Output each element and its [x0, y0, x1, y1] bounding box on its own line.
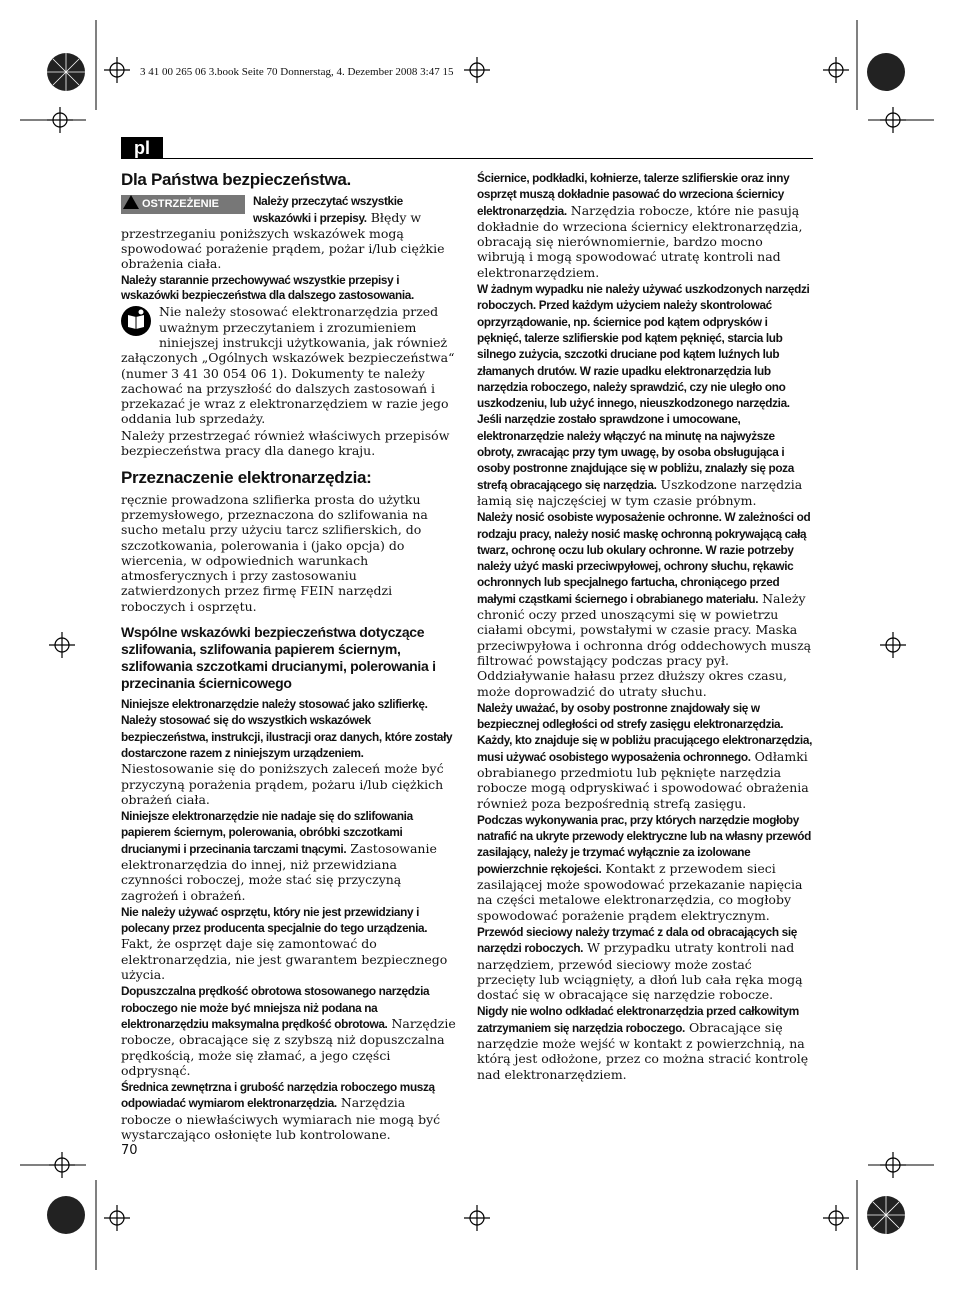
heading-common-safety: Wspólne wskazówki bezpieczeństwa dotyczące szlifowania, szlifowania papierem ściernym, szlifowania szczotkami drucianymi, polerowania i przecinania ściernicowego	[121, 624, 436, 692]
paragraph: Dopuszczalna prędkość obrotowa stosowanego narzędzia roboczego nie może być mniejsza niż podana na elektronarzędziu maksymalna prędkość obrotowa. Narzędzie robocze, obracające się z szybszą niż dopuszczalna prędkością, może się złamać, a jego części odprysnąć.	[121, 984, 456, 1078]
header-rule	[163, 158, 813, 159]
warning-paragraph: OSTRZEŻENIE Należy przeczytać wszystkie wskazówki i przepisy. Błędy w przestrzeganiu poniższych wskazówek mogą spowodować porażenie prądem, pożar i/lub ciężkie obrażenia ciała.	[121, 194, 445, 272]
paragraph: Nie należy stosować elektronarzędzia przed uważnym przeczytaniem i zrozumieniem niniejszej instrukcji użytkowania, jak również załączonych „Ogólnych wskazówek bezpieczeństwa“ (numer 3 41 30 054 06 1). Dokumenty te należy zachować na przyszłość do dalszych zastosowań i przekazać je wraz z elektronarzędziem w razie jego oddania lub sprzedaży.	[121, 304, 455, 427]
paragraph: Podczas wykonywania prac, przy których narzędzie mogłoby natrafić na ukryte przewody elektryczne lub na własny przewód zasilający, należy je trzymać wyłącznie za izolowane powierzchnie rękojeści. Kontakt z przewodem sieci zasilającej może spowodować przekazanie napięcia na części metalowe elektronarzędzia, co mogłoby spowodować porażenie prądem elektrycznym.	[477, 812, 811, 923]
paragraph: W żadnym wypadku nie należy używać uszkodzonych narzędzi roboczych. Przed każdym użyciem należy skontrolować oprzyrządowanie, np. ściernice pod kątem odprysków i pęknięć, talerze szlifierskie pod kątem pęknięć, starcia lub silnego zużycia, szczotki druciane pod kątem luźnych lub złamanych drutów. W razie upadku elektronarzędzia lub narzędzia roboczego, należy sprawdzić, czy nie uległo ono uszkodzeniu, lub użyć innego, nieuszkodzonego narzędzia. Jeśli narzędzie zostało sprawdzone i umocowane, elektronarzędzie należy włączyć na minutę na najwyższe obroty, zwracając przy tym uwagę, by osoba obsługująca i osoby postronne znajdujące się w pobliżu, znalazły się poza strefą obracającego się narzędzia. Uszkodzone narzędzia łamią się najczęściej w tym czasie próbnym.	[477, 282, 810, 508]
paragraph: Należy starannie przechowywać wszystkie przepisy i wskazówki bezpieczeństwa dla dalszego zastosowania.	[121, 272, 414, 303]
language-tab: pl	[121, 137, 163, 159]
read-manual-icon	[121, 306, 151, 336]
paragraph: Należy przestrzegać również właściwych przepisów bezpieczeństwa pracy dla danego kraju.	[121, 427, 450, 459]
page-number: 70	[121, 1143, 138, 1158]
paragraph: Ściernice, podkładki, kołnierze, talerze szlifierskie oraz inny osprzęt muszą dokładnie pasować do wrzeciona ściernicy elektronarzędzia. Narzędzia robocze, które nie pasują dokładnie do wrzeciona ściernicy elektronarzędzia, obracają się nierównomiernie, bardzo mocno wibrują i mogą spowodować utratę kontroli nad elektronarzędziem.	[477, 171, 803, 280]
paragraph: ręcznie prowadzona szlifierka prosta do użytku przemysłowego, przeznaczona do szlifowania na sucho metalu przy użyciu tarcz szlifierskich, do szczotkowania, polerowania i (jako opcja) do wiercenia, w odpowiednich warunkach atmosferycznych i przy zastosowaniu zatwierdzonych przez firmę FEIN narzędzi roboczych i osprzętu.	[121, 491, 428, 614]
heading-intended-use: Przeznaczenie elektronarzędzia:	[121, 468, 372, 488]
paragraph: Nigdy nie wolno odkładać elektronarzędzia przed całkowitym zatrzymaniem się narzędzia roboczego. Obracające się narzędzie może wejść w kontakt z powierzchnią, na którą jest odłożone, przez co można stracić kontrolę nad elektronarzędziem.	[477, 1004, 809, 1082]
right-column	[477, 170, 812, 1083]
left-column	[121, 170, 456, 1143]
paragraph: Przewód sieciowy należy trzymać z dala od obracających się narzędzi roboczych. W przypadku utraty kontroli nad narzędziem, przewód sieciowy może zostać przecięty lub wciągnięty, a dłoń lub cała ręka mogą dostać się w obracające się narzędzie robocze.	[477, 924, 803, 1003]
paragraph: Należy uważać, by osoby postronne znajdowały się w bezpiecznej odległości od strefy zasięgu elektronarzędzia. Każdy, kto znajduje się w pobliżu pracującego elektronarzędzia, musi używać osobistego wyposażenia ochronnego. Odłamki obrabianego przedmiotu lub pęknięte narzędzia robocze mogą odpryskiwać i spowodować obrażenia również poza bezpośrednią strefą zasięgu.	[477, 700, 813, 811]
paragraph: Średnica zewnętrzna i grubość narzędzia roboczego muszą odpowiadać wymiarom elektronarzędzia. Narzędzia robocze o niewłaściwych wymiarach nie mogą być wystarczająco osłonięte lub kontrolowane.	[121, 1080, 441, 1143]
heading-safety: Dla Państwa bezpieczeństwa.	[121, 170, 351, 189]
print-slug: 3 41 00 265 06 3.book Seite 70 Donnerstag, 4. Dezember 2008 3:47 15	[140, 66, 454, 78]
paragraph: Niniejsze elektronarzędzie należy stosować jako szlifierkę. Należy stosować się do wszystkich wskazówek bezpieczeństwa, instrukcji, ilustracji oraz danych, które zostały dostarczone razem z niniejszym urządzeniem. Niestosowanie się do poniższych zaleceń może być przyczyną porażenia prądem, pożaru i/lub ciężkich obrażeń ciała.	[121, 697, 453, 807]
paragraph: Nie należy używać osprzętu, który nie jest przewidziany i polecany przez producenta specjalnie do tego urządzenia. Fakt, że osprzęt daje się zamontować do elektronarzędzia, nie jest gwarantem bezpiecznego użycia.	[121, 904, 448, 983]
paragraph: Niniejsze elektronarzędzie nie nadaje się do szlifowania papierem ściernym, polerowania, obróbki szczotkami drucianymi i przecinania tarczami tnącymi. Zastosowanie elektronarzędzia do innej, niż przewidziana czynności roboczej, może stać się przyczyną zagrożeń i obrażeń.	[121, 809, 437, 903]
warning-icon	[123, 195, 139, 209]
paragraph: Należy nosić osobiste wyposażenie ochronne. W zależności od rodzaju pracy, należy nosić maskę ochronną pokrywającą całą twarz, ochronę oczu lub okulary ochronne. W razie potrzeby należy użyć maski przeciwpyłowej, ochrony słuchu, rękawic ochronnych lub specjalnego fartucha, chroniącego przed małymi cząstkami ściernego i obrabianego materiału. Należy chronić oczy przed unoszącymi się w powietrzu ciałami obcymi, powstałymi w czasie pracy. Maska przeciwpyłowa i ochronna dróg oddechowych muszą filtrować powstający podczas pracy pył. Oddziaływanie hałasu przez dłuższy okres czasu, może doprowadzić do utraty słuchu.	[477, 510, 812, 699]
warning-badge: OSTRZEŻENIE	[121, 195, 245, 214]
